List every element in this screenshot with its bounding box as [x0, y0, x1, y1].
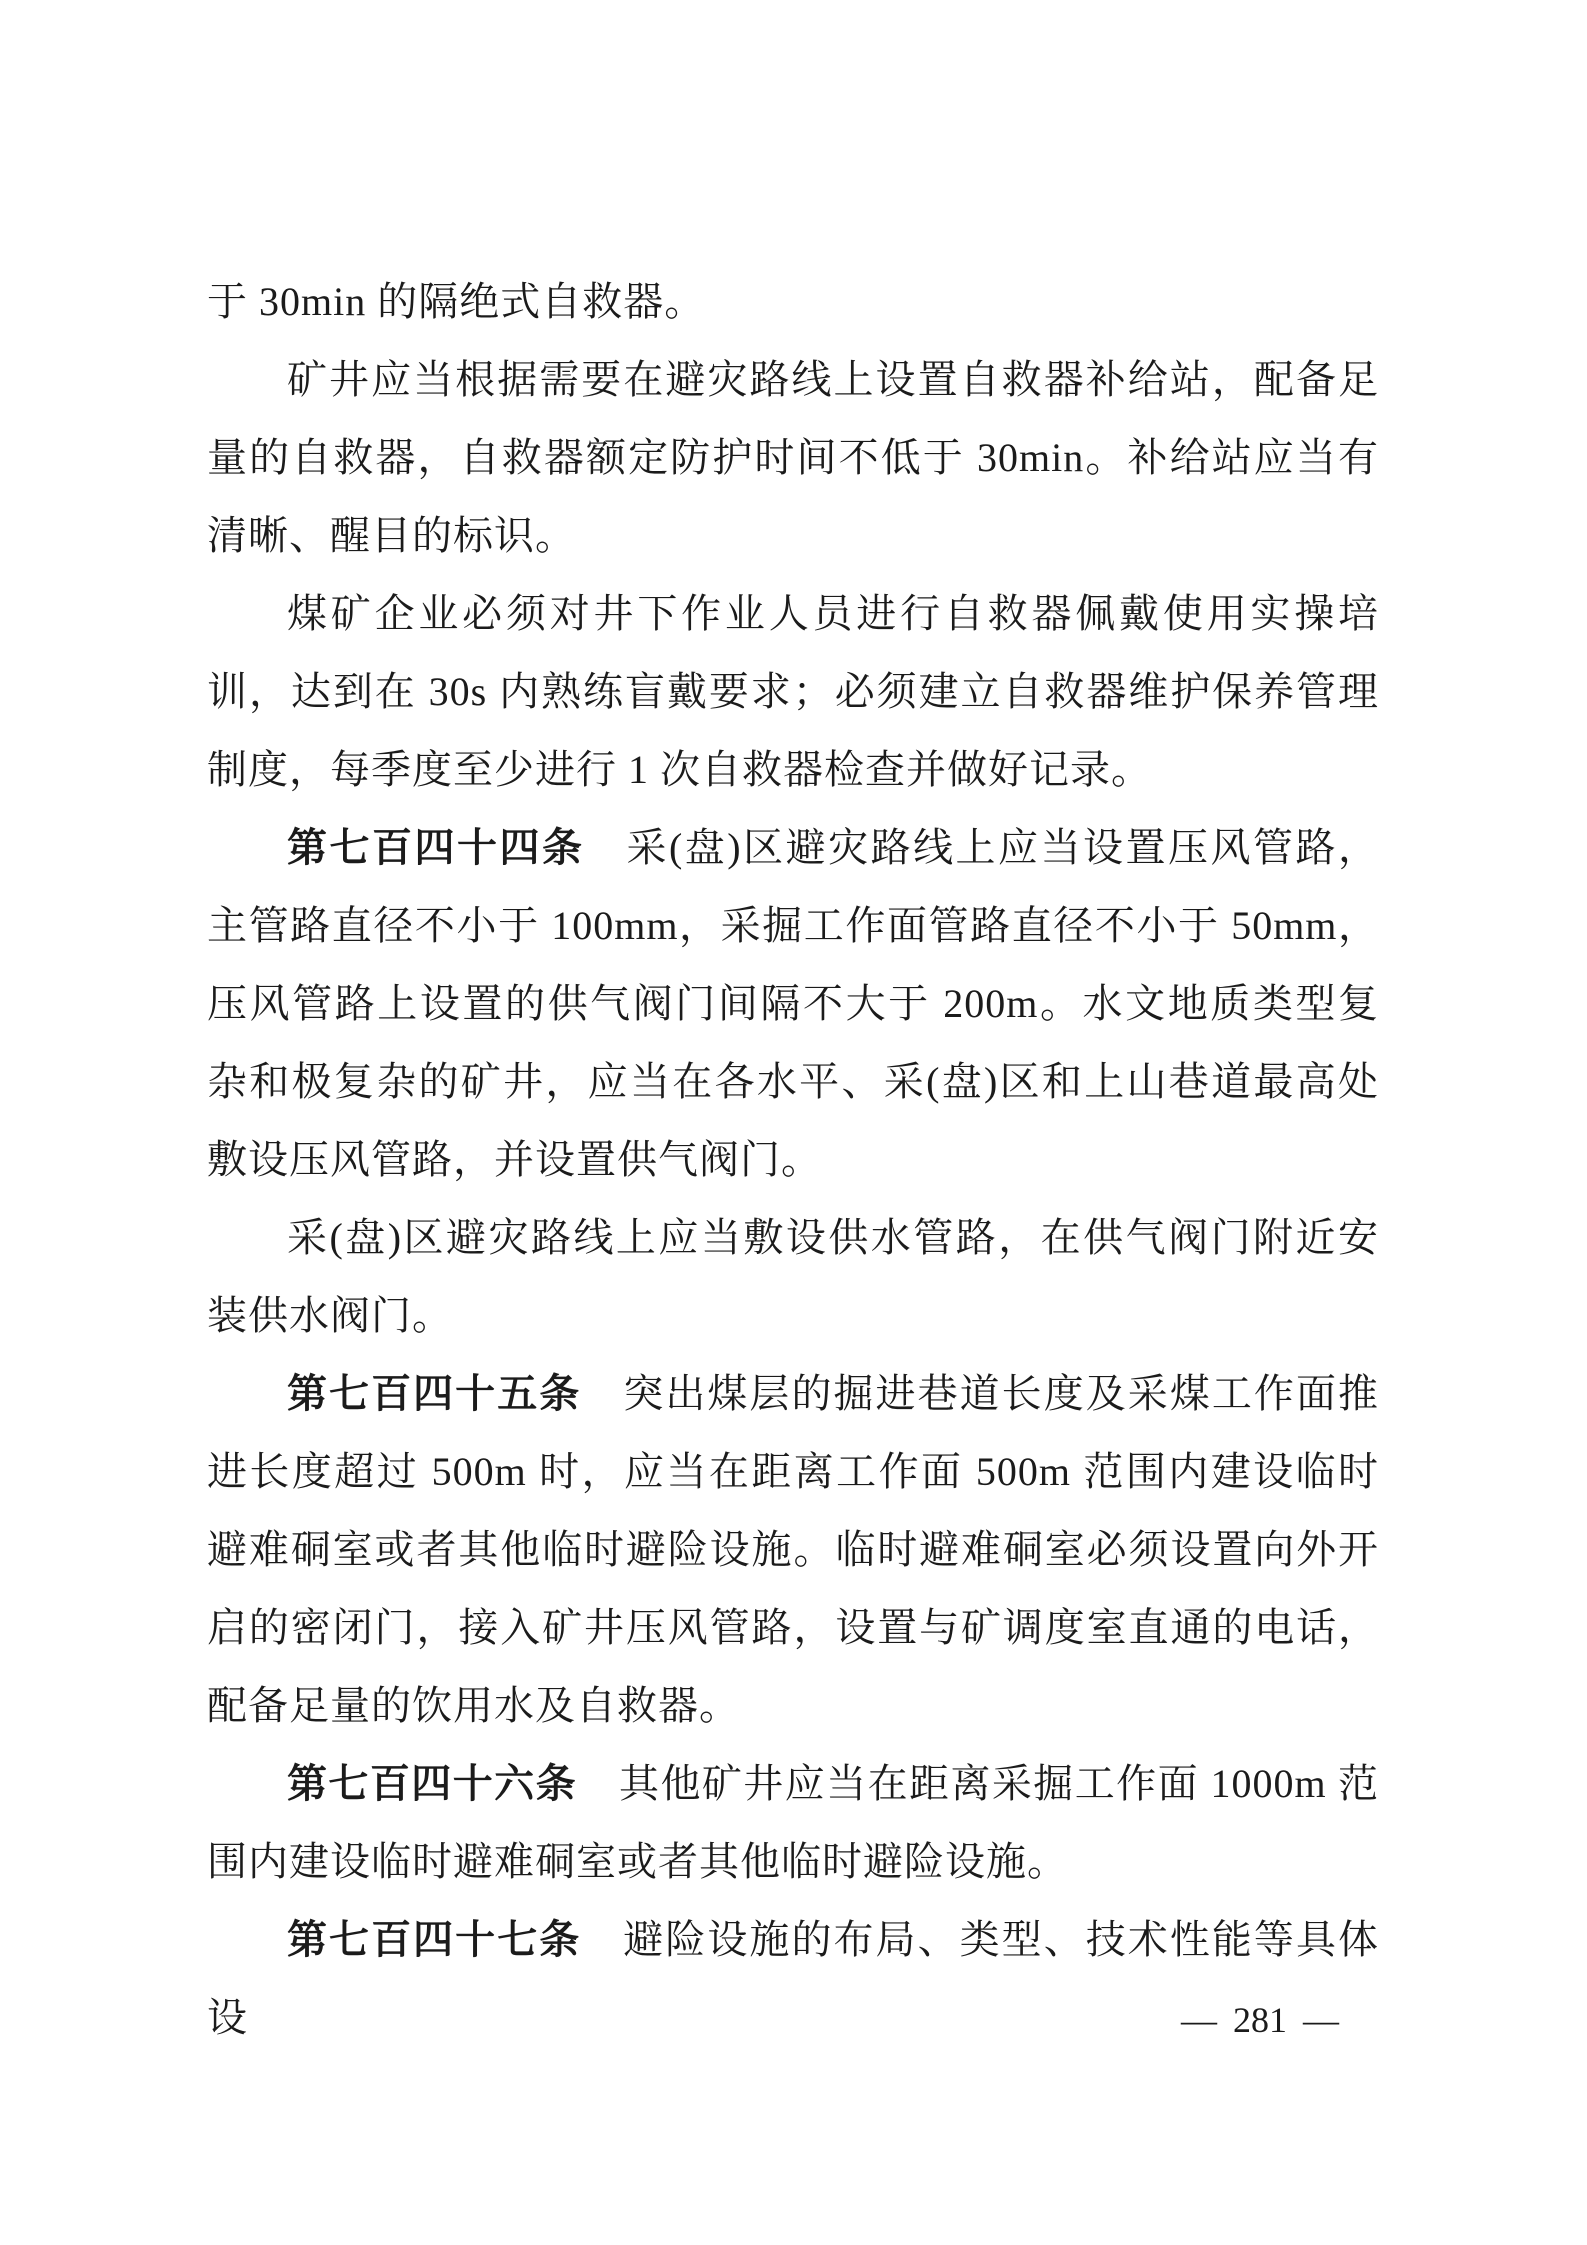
page-footer [1120, 1996, 1400, 2044]
footer-right-dash: — [1303, 2000, 1339, 2040]
paragraph-article-744 [207, 809, 1379, 1199]
body-run: 采(盘)区避灾路线上应当敷设供水管路，在供气阀门附近安装供水阀门。 [207, 1215, 1379, 1338]
body-run: 矿井应当根据需要在避灾路线上设置自救器补给站，配备足量的自救器，自救器额定防护时间不低于 30min。补给站应当有清晰、醒目的标识。 [207, 357, 1379, 558]
body-run: 其他矿井应当在距离采掘工作面 1000m 范围内建设临时避难硐室或者其他临时避险设施。 [207, 1761, 1379, 1884]
article-745-number: 第七百四十五条 [287, 1372, 582, 1416]
article-747-number: 第七百四十七条 [287, 1918, 582, 1962]
paragraph-self-rescuer-supply-station [207, 341, 1379, 575]
article-746-number: 第七百四十六条 [287, 1762, 578, 1806]
body-text [207, 263, 1379, 2057]
body-run: 突出煤层的掘进巷道长度及采煤工作面推进长度超过 500m 时，应当在距离工作面 500m 范围内建设临时避难硐室或者其他临时避险设施。临时避难硐室必须设置向外开启的密闭门，接入矿井压风管路，设置与矿调度室直通的电话，配备足量的饮用水及自救器。 [207, 1371, 1380, 1728]
body-run: 于 30min 的隔绝式自救器。 [207, 279, 706, 324]
paragraph-water-supply-pipeline [207, 1199, 1379, 1355]
paragraph-self-rescuer-training [207, 575, 1379, 809]
body-run: 避险设施的布局、类型、技术性能等具体设 [207, 1917, 1380, 2040]
body-run: 采(盘)区避灾路线上应当设置压风管路，主管路直径不小于 100mm，采掘工作面管路直径不小于 50mm，压风管路上设置的供气阀门间隔不大于 200m。水文地质类型复杂和极复杂的矿井，应当在各水平、采(盘)区和上山巷道最高处敷设压风管路，并设置供气阀门。 [207, 825, 1380, 1182]
paragraph-article-746 [207, 1745, 1379, 1901]
paragraph-continuation [207, 263, 1379, 341]
paragraph-article-745 [207, 1355, 1379, 1745]
page-number: 281 [1233, 2000, 1287, 2040]
footer-left-dash: — [1181, 2000, 1217, 2040]
article-744-number: 第七百四十四条 [287, 826, 585, 870]
body-run: 煤矿企业必须对井下作业人员进行自救器佩戴使用实操培训，达到在 30s 内熟练盲戴要求；必须建立自救器维护保养管理制度，每季度至少进行 1 次自救器检查并做好记录。 [207, 591, 1379, 792]
